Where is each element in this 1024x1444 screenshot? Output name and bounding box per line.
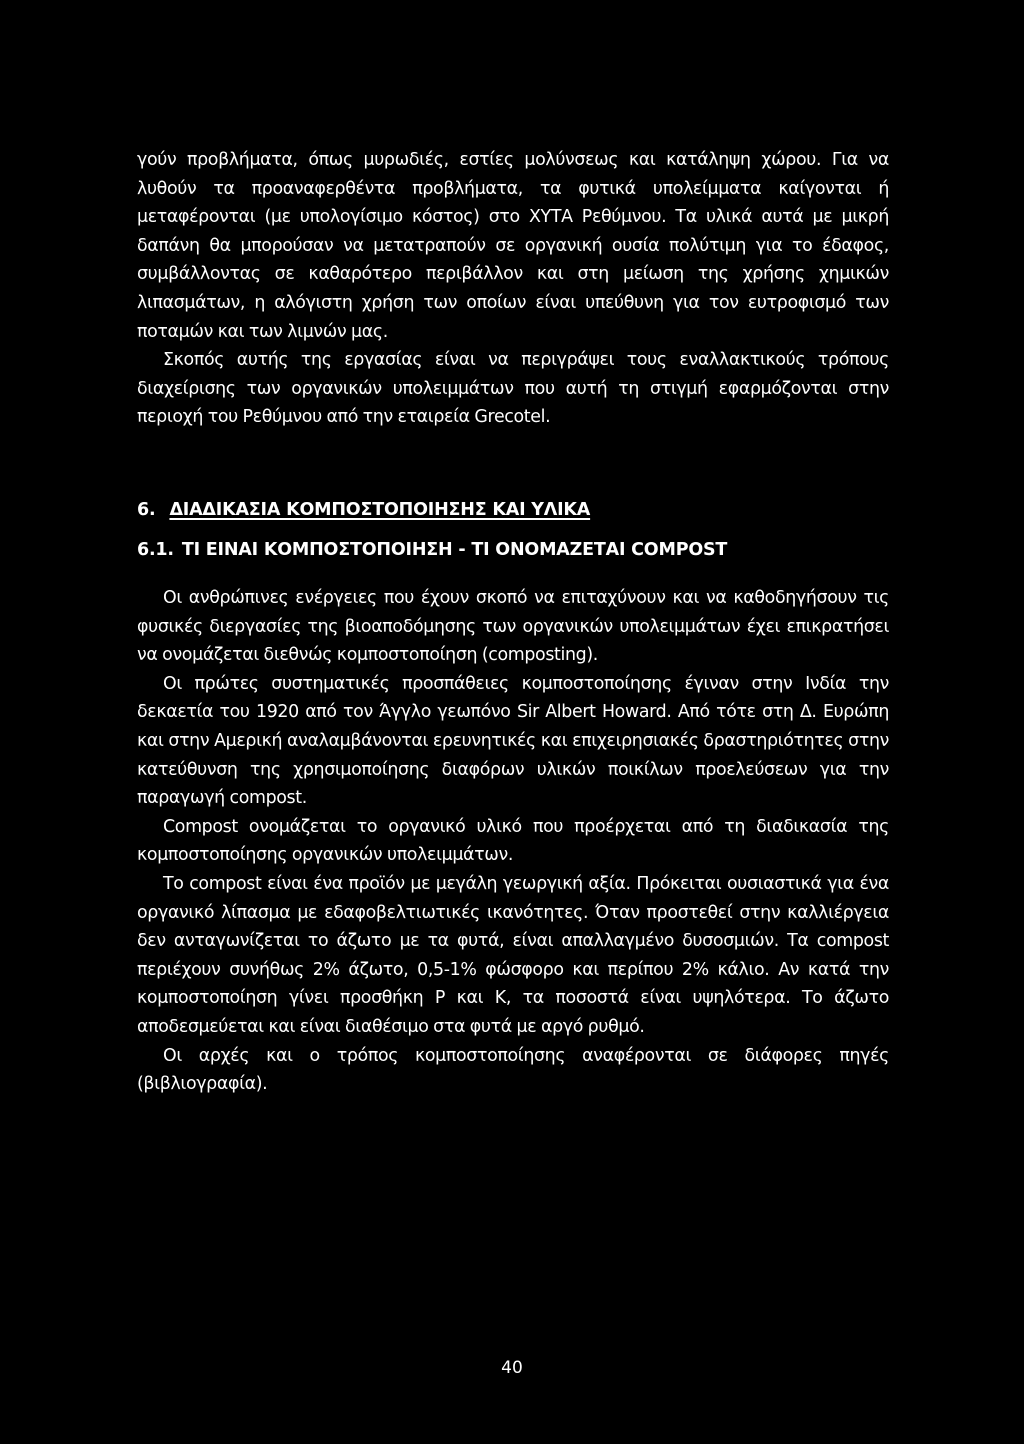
compost-definition-paragraph: Compost ονομάζεται το οργανικό υλικό που προέρχεται από τη διαδικασία της κομποστοποίησης οργανικών υπολειμμάτων. <box>137 816 889 866</box>
page-number: 40 <box>501 1358 523 1378</box>
references-paragraph: Οι αρχές και ο τρόπος κομποστοποίησης αναφέρονται σε διάφορες πηγές (βιβλιογραφία). <box>137 1045 889 1095</box>
subsection-title: ΤΙ ΕΙΝΑΙ ΚΟΜΠΟΣΤΟΠΟΙΗΣΗ - ΤΙ ΟΝΟΜΑΖΕΤΑΙ COMPOST <box>181 540 728 560</box>
purpose-paragraph: Σκοπός αυτής της εργασίας είναι να περιγράψει τους εναλλακτικούς τρόπους διαχείρισης των οργανικών υπολειμμάτων που αυτή τη στιγμή εφαρμόζονται στην περιοχή του Ρεθύμνου από την εταιρεία Grecotel. <box>137 350 889 428</box>
section-number: 6. <box>137 500 156 520</box>
subsection-heading <box>137 540 727 560</box>
intro-text <box>137 146 889 432</box>
compost-value-paragraph: Το compost είναι ένα προϊόν με μεγάλη γεωργική αξία. Πρόκειται ουσιαστικά για ένα οργανικό λίπασμα με εδαφοβελτιωτικές ικανότητες. Όταν προστεθεί στην καλλιέργεια δεν ανταγωνίζεται το άζωτο με τα φυτά, είναι απαλλαγμένο δυσοσμιών. Τα compost περιέχουν συνήθως 2% άζωτο, 0,5-1% φώσφορο και περίπου 2% κάλιο. Αν κατά την κομποστοποίηση γίνει προσθήκη P και K, τα ποσοστά είναι υψηλότερα. Το άζωτο αποδεσμεύεται και είναι διαθέσιμο στα φυτά με αργό ρυθμό. <box>137 873 889 1037</box>
subsection-number: 6.1. <box>137 540 174 560</box>
body-text <box>137 584 889 1099</box>
history-paragraph: Οι πρώτες συστηματικές προσπάθειες κομποστοποίησης έγιναν στην Ινδία την δεκαετία του 1920 από τον Άγγλο γεωπόνο Sir Albert Howard. Από τότε στη Δ. Ευρώπη και στην Αμερική αναλαμβάνονται ερευνητικές και επιχειρησιακές δραστηριότητες στην κατεύθυνση της χρησιμοποίησης διαφόρων υλικών ποικίλων προελεύσεων για την παραγωγή compost. <box>137 673 889 809</box>
intro-paragraph: γούν προβλήματα, όπως μυρωδιές, εστίες μολύνσεως και κατάληψη χώρου. Για να λυθούν τα προαναφερθέντα προβλήματα, τα φυτικά υπολείμματα καίγονται ή μεταφέρονται (με υπολογίσιμο κόστος) στο ΧΥΤΑ Ρεθύμνου. Τα υλικά αυτά με μικρή δαπάνη θα μπορούσαν να μετατραπούν σε οργανική ουσία πολύτιμη για το έδαφος, συμβάλλοντας σε καθαρότερο περιβάλλον και στη μείωση της χρήσης χημικών λιπασμάτων, η αλόγιστη χρήση των οποίων είναι υπεύθυνη για τον ευτροφισμό των ποταμών και των λιμνών μας. <box>137 150 889 342</box>
composting-definition-paragraph: Οι ανθρώπινες ενέργειες που έχουν σκοπό να επιταχύνουν και να καθοδηγήσουν τις φυσικές διεργασίες της βιοαποδόμησης των οργανικών υπολειμμάτων έχει επικρατήσει να ονομάζεται διεθνώς κομποστοποίηση (composting). <box>137 588 889 666</box>
section-title: ΔΙΑΔΙΚΑΣΙΑ ΚΟΜΠΟΣΤΟΠΟΙΗΣΗΣ ΚΑΙ ΥΛΙΚΑ <box>169 500 591 520</box>
section-heading <box>137 500 590 520</box>
